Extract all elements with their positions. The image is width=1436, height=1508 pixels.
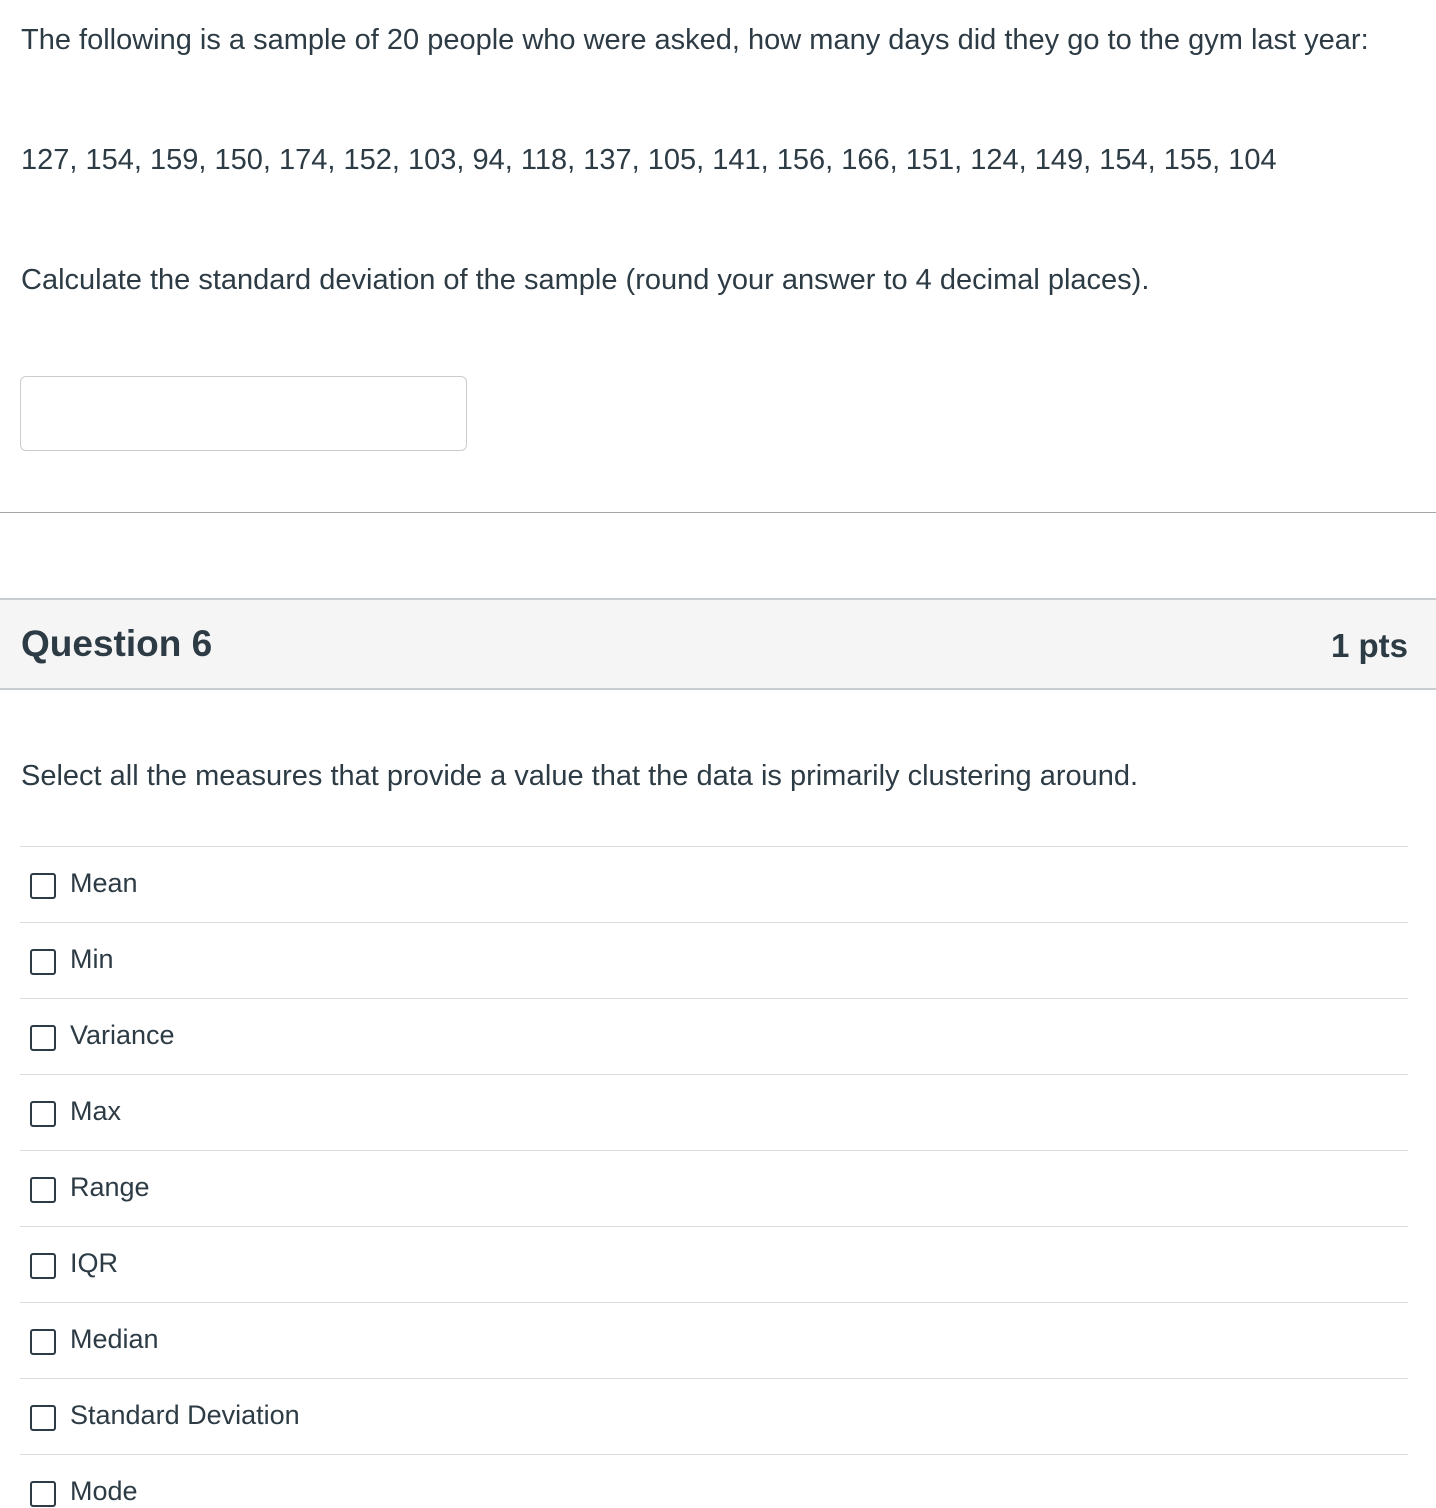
checkbox[interactable] — [30, 949, 56, 975]
question-6-header — [0, 598, 1436, 690]
option-max[interactable] — [20, 1075, 1408, 1151]
question-title: Question 6 — [21, 623, 213, 664]
option-label: Variance — [70, 1020, 175, 1050]
option-label: Mean — [70, 868, 138, 898]
checkbox[interactable] — [30, 1177, 56, 1203]
checkbox[interactable] — [30, 873, 56, 899]
option-variance[interactable] — [20, 999, 1408, 1075]
question-6-prompt: Select all the measures that provide a value that the data is primarily clustering around. — [21, 760, 1139, 792]
question-divider — [0, 512, 1436, 513]
option-median[interactable] — [20, 1303, 1408, 1379]
checkbox[interactable] — [30, 1253, 56, 1279]
checkbox[interactable] — [30, 1101, 56, 1127]
option-iqr[interactable] — [20, 1227, 1408, 1303]
question-5-instruction: Calculate the standard deviation of the sample (round your answer to 4 decimal places). — [21, 264, 1150, 296]
option-mode[interactable] — [20, 1455, 1408, 1508]
option-range[interactable] — [20, 1151, 1408, 1227]
option-mean[interactable] — [20, 847, 1408, 923]
checkbox[interactable] — [30, 1329, 56, 1355]
option-label: Range — [70, 1172, 150, 1202]
answer-options-list — [20, 846, 1408, 1508]
question-5-data-values: 127, 154, 159, 150, 174, 152, 103, 94, 118, 137, 105, 141, 156, 166, 151, 124, 149, 154, 155, 104 — [21, 144, 1277, 176]
checkbox[interactable] — [30, 1025, 56, 1051]
question-points: 1 pts — [1330, 627, 1408, 664]
option-label: Mode — [70, 1476, 138, 1506]
option-label: Min — [70, 944, 114, 974]
question-5-intro: The following is a sample of 20 people who were asked, how many days did they go to the gym last year: — [21, 24, 1369, 56]
answer-input[interactable] — [20, 376, 467, 451]
checkbox[interactable] — [30, 1481, 56, 1507]
option-label: Max — [70, 1096, 122, 1126]
option-label: Median — [70, 1324, 159, 1354]
option-standard-deviation[interactable] — [20, 1379, 1408, 1455]
option-label: IQR — [70, 1248, 119, 1278]
option-label: Standard Deviation — [70, 1400, 300, 1430]
checkbox[interactable] — [30, 1405, 56, 1431]
option-min[interactable] — [20, 923, 1408, 999]
